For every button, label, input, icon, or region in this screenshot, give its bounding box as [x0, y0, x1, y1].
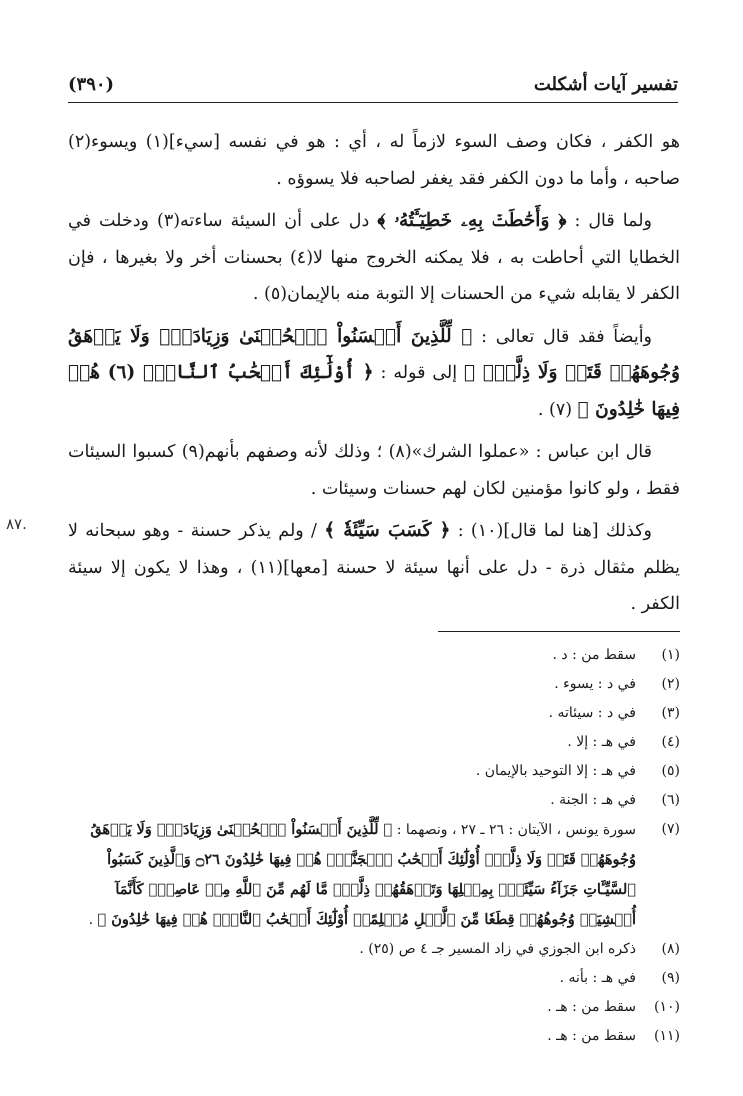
footnote: (٥) في هـ : إلا التوحيد بالإيمان . — [68, 757, 680, 786]
footnote: (٤) في هـ : إلا . — [68, 728, 680, 757]
footnote-number: (٦) — [661, 792, 680, 808]
footnote-number: (٤) — [661, 734, 680, 750]
quran-verse: ﴿ أُوْلَٰٓئِكَ أَصۡحَٰبُ ٱلنَّارِۖ (٦) هُمۡ فِيهَا خَٰلِدُونَ ﴾ — [68, 362, 680, 420]
quran-verse: ﴿ لِّلَّذِينَ أَحۡسَنُواْ ٱلۡحُسۡنَىٰ وَزِيَادَةٞۖ وَلَا يَرۡهَقُ وُجُوهَهُمۡ قَتَرٞ وَلَا ذِلَّةٌۚ ﴾ — [68, 325, 680, 383]
footnote-number: (١١) — [654, 1028, 680, 1044]
footnote-number: (١) — [661, 647, 680, 663]
paragraph-4: قال ابن عباس : «عملوا الشرك»(٨) ؛ وذلك لأنه وصفهم بأنهم(٩) كسبوا السيئات فقط ، ولو كانوا مؤمنين لكان لهم حسنات وسيئات . — [68, 442, 680, 499]
quran-verse: ﴿ لِّلَّذِينَ أَحۡسَنُواْ ٱلۡحُسۡنَىٰ وَزِيَادَةٞۖ وَلَا يَرۡهَقُ وُجُوهَهُمۡ قَتَرٞ وَلَا ذِلَّةٌۚ أُوْلَٰٓئِكَ أَصۡحَٰبُ ٱلۡجَنَّةِۖ هُمۡ فِيهَا خَٰلِدُونَ ۝٢٦ وَٱلَّذِينَ كَسَبُواْ ٱلسَّيِّـَٔاتِ جَزَآءُ سَيِّئَةِۭ بِمِثۡلِهَا وَتَرۡهَقُهُمۡ ذِلَّةٞۖ مَّا لَهُم مِّنَ ٱللَّهِ مِنۡ عَاصِمٖۖ كَأَنَّمَآ أُغۡشِيَتۡ وُجُوهُهُمۡ قِطَعٗا مِّنَ ٱلَّيۡلِ مُظۡلِمًاۚ أُوْلَٰٓئِكَ أَصۡحَٰبُ ٱلنَّارِۖ هُمۡ فِيهَا خَٰلِدُونَ ﴾ — [90, 821, 636, 928]
paragraph-2: ولما قال : ﴿ وَأَحَٰطَتۡ بِهِۦ خَطِيٓـَٔتُهُۥ ﴾ دل على أن السيئة ساءته(٣) ودخلت في الخطايا التي أحاطت به ، فلا يمكنه الخروج منها لا(٤) بحسنات أخر ولا بغيرها ، فإن الكفر لا يقابله شيء من الحسنات إلا التوبة منه بالإيمان(٥) . — [68, 210, 680, 304]
page-number: (٣٩٠) — [68, 74, 115, 95]
footnote: (٨) ذكره ابن الجوزي في زاد المسير جـ ٤ ص (٢٥) . — [68, 935, 680, 964]
page-header — [68, 72, 678, 103]
footnote-number: (٣) — [661, 705, 680, 721]
footnote-number: (١٠) — [654, 999, 680, 1015]
footnote: (١٠) سقط من : هـ . — [68, 993, 680, 1022]
footnote-number: (٩) — [661, 970, 680, 986]
margin-folio-note: ٨٧. — [6, 515, 27, 533]
footnote: (٧) سورة يونس ، الآيتان : ٢٦ ـ ٢٧ ، ونصهما : ﴿ لِّلَّذِينَ أَحۡسَنُواْ ٱلۡحُسۡنَىٰ وَزِيَادَةٞۖ وَلَا يَرۡهَقُ وُجُوهَهُمۡ قَتَرٞ وَلَا ذِلَّةٌۚ أُوْلَٰٓئِكَ أَصۡحَٰبُ ٱلۡجَنَّةِۖ هُمۡ فِيهَا خَٰلِدُونَ ۝٢٦ وَٱلَّذِينَ كَسَبُواْ ٱلسَّيِّـَٔاتِ جَزَآءُ سَيِّئَةِۭ بِمِثۡلِهَا وَتَرۡهَقُهُمۡ ذِلَّةٞۖ مَّا لَهُم مِّنَ ٱللَّهِ مِنۡ عَاصِمٖۖ كَأَنَّمَآ أُغۡشِيَتۡ وُجُوهُهُمۡ قِطَعٗا مِّنَ ٱلَّيۡلِ مُظۡلِمًاۚ أُوْلَٰٓئِكَ أَصۡحَٰبُ ٱلنَّارِۖ هُمۡ فِيهَا خَٰلِدُونَ ﴾ . — [68, 815, 680, 935]
footnote: (١١) سقط من : هـ . — [68, 1022, 680, 1051]
footnotes — [68, 641, 680, 1051]
footnote: (٣) في د : سيئاته . — [68, 699, 680, 728]
footnote: (٩) في هـ : بأنه . — [68, 964, 680, 993]
footnote-number: (٧) — [661, 821, 680, 837]
footnote: (٦) في هـ : الجنة . — [68, 786, 680, 815]
paragraph-1: هو الكفر ، فكان وصف السوء لازماً له ، أي : هو في نفسه [سيء](١) ويسوء(٢) صاحبه ، وأما ما دون الكفر فقد يغفر لصاحبه فلا يسوؤه . — [68, 132, 681, 189]
running-title: تفسير آيات أشكلت — [533, 74, 678, 95]
footnote-number: (٨) — [661, 941, 680, 957]
footnote-separator — [438, 631, 680, 632]
quran-verse: ﴿ وَأَحَٰطَتۡ بِهِۦ خَطِيٓـَٔتُهُۥ ﴾ — [377, 210, 567, 231]
footnote: (٢) في د : يسوء . — [68, 670, 680, 699]
quran-verse: ﴿ كَسَبَ سَيِّئَةٗ ﴾ — [324, 520, 451, 541]
paragraph-3: وأيضاً فقد قال تعالى : ﴿ لِّلَّذِينَ أَحۡسَنُواْ ٱلۡحُسۡنَىٰ وَزِيَادَةٞۖ وَلَا يَرۡهَقُ وُجُوهَهُمۡ قَتَرٞ وَلَا ذِلَّةٌۚ ﴾ إلى قوله : ﴿ أُوْلَٰٓئِكَ أَصۡحَٰبُ ٱلنَّارِۖ (٦) هُمۡ فِيهَا خَٰلِدُونَ ﴾ (٧) . — [68, 325, 680, 420]
footnote-number: (٢) — [661, 676, 680, 692]
paragraph-5: وكذلك [هنا لما قال](١٠) : ﴿ كَسَبَ سَيِّئَةٗ ﴾ / ولم يذكر حسنة - وهو سبحانه لا يظلم مثقال ذرة - دل على أنها سيئة لا حسنة [معها](١١) ، وهذا لا يكون إلا سيئة الكفر . — [68, 520, 681, 614]
footnote: (١) سقط من : د . — [68, 641, 680, 670]
footnote-number: (٥) — [661, 763, 680, 779]
main-text — [68, 124, 680, 629]
